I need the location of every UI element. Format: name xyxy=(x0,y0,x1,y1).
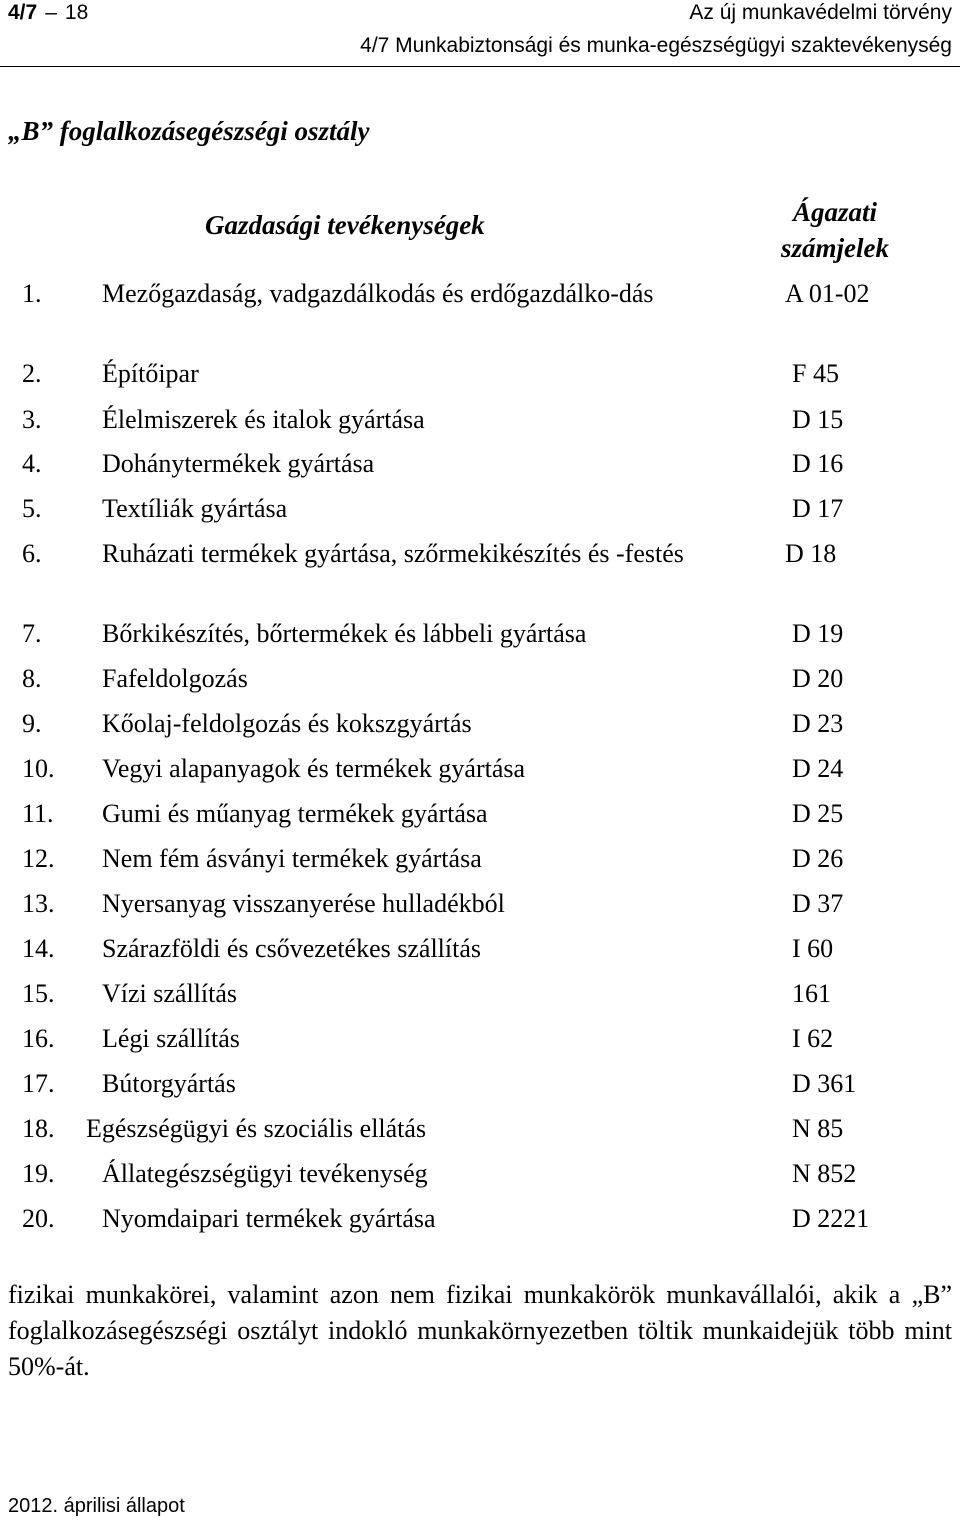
page-number: 4/7 xyxy=(8,1,38,24)
page-sub-number: 18 xyxy=(64,1,89,24)
row-activity-name: Állategészségügyi tevékenység xyxy=(102,1159,428,1188)
row-sector-code: N 852 xyxy=(792,1159,857,1188)
row-sector-code: I 62 xyxy=(792,1024,834,1053)
row-sector-code: D 25 xyxy=(792,799,844,828)
row-sector-code: D 23 xyxy=(792,709,844,738)
row-number: 1. xyxy=(22,279,42,308)
row-number: 13. xyxy=(22,889,55,918)
row-number: 4. xyxy=(22,449,42,478)
row-activity-name: Nem fém ásványi termékek gyártása xyxy=(102,844,482,873)
row-activity-name: Kőolaj-feldolgozás és kokszgyártás xyxy=(102,709,472,738)
row-sector-code: D 17 xyxy=(792,494,844,523)
row-sector-code: I 60 xyxy=(792,934,834,963)
row-number: 9. xyxy=(22,709,42,738)
row-activity-name: Szárazföldi és csővezetékes szállítás xyxy=(102,934,481,963)
column-header-code: Ágazati számjelek xyxy=(781,197,889,263)
row-activity-name: Vegyi alapanyagok és termékek gyártása xyxy=(102,754,526,783)
row-number: 12. xyxy=(22,844,55,873)
row-activity-name: Élelmiszerek és italok gyártása xyxy=(102,405,425,434)
row-number: 10. xyxy=(22,754,55,783)
row-sector-code: D 361 xyxy=(792,1069,857,1098)
row-activity-name: Bőrkikészítés, bőrtermékek és lábbeli gyártása xyxy=(102,619,587,648)
row-activity-name: Fafeldolgozás xyxy=(102,664,248,693)
page-footer: 2012. áprilisi állapot xyxy=(8,1495,185,1517)
row-number: 18. xyxy=(22,1114,55,1143)
row-activity-name: Dohánytermékek gyártása xyxy=(102,449,375,478)
row-activity-name: Légi szállítás xyxy=(102,1024,240,1053)
row-activity-name: Gumi és műanyag termékek gyártása xyxy=(102,799,488,828)
row-sector-code: D 37 xyxy=(792,889,844,918)
row-activity-name: Nyersanyag visszanyerése hulladékból xyxy=(102,889,505,918)
document-title: Az új munkavédelmi törvény xyxy=(689,1,952,24)
column-header-activity: Gazdasági tevékenységek xyxy=(205,210,485,240)
row-activity-name: Mezőgazdaság, vadgazdálkodás és erdőgazdálko-dás xyxy=(102,279,654,308)
row-number: 15. xyxy=(22,979,55,1008)
row-sector-code: N 85 xyxy=(792,1114,844,1143)
row-sector-code: D 24 xyxy=(792,754,844,783)
row-number: 6. xyxy=(22,539,42,568)
section-title: „B” foglalkozásegészségi osztály xyxy=(8,116,370,146)
row-number: 7. xyxy=(22,619,42,648)
row-number: 2. xyxy=(22,359,42,388)
closing-paragraph: fizikai munkakörei, valamint azon nem fizikai munkakörök munkavállalói, akik a „B” foglalkozásegészségi osztályt indokló munkakörnyezetben töltik munkaidejük több mint 50%-át. xyxy=(8,1280,952,1381)
row-sector-code: D 26 xyxy=(792,844,844,873)
dash-separator: – xyxy=(45,1,57,24)
row-sector-code: A 01-02 xyxy=(785,279,870,308)
row-sector-code: D 19 xyxy=(792,619,844,648)
row-number: 16. xyxy=(22,1024,55,1053)
row-activity-name: Építőipar xyxy=(102,359,199,388)
row-activity-name: Textíliák gyártása xyxy=(102,494,288,523)
section-heading: 4/7 Munkabiztonsági és munka-egészségügyi szaktevékenység xyxy=(360,34,952,57)
row-number: 17. xyxy=(22,1069,55,1098)
row-number: 3. xyxy=(22,405,42,434)
row-activity-name: Vízi szállítás xyxy=(102,979,238,1008)
row-sector-code: D 20 xyxy=(792,664,844,693)
row-sector-code: D 2221 xyxy=(792,1204,870,1233)
row-number: 11. xyxy=(22,799,54,828)
row-sector-code: D 16 xyxy=(792,449,844,478)
row-number: 19. xyxy=(22,1159,55,1188)
row-sector-code: F 45 xyxy=(792,359,839,388)
row-number: 20. xyxy=(22,1204,55,1233)
row-activity-name: Nyomdaipari termékek gyártása xyxy=(102,1204,436,1233)
row-activity-name: Bútorgyártás xyxy=(102,1069,236,1098)
row-sector-code: D 15 xyxy=(792,405,844,434)
row-sector-code: D 18 xyxy=(785,539,837,568)
row-sector-code: 161 xyxy=(792,979,831,1008)
row-number: 8. xyxy=(22,664,42,693)
row-number: 14. xyxy=(22,934,55,963)
row-activity-name: Ruházati termékek gyártása, szőrmekikészítés és -festés xyxy=(102,539,684,568)
row-activity-name: Egészségügyi és szociális ellátás xyxy=(86,1114,427,1143)
row-number: 5. xyxy=(22,494,42,523)
